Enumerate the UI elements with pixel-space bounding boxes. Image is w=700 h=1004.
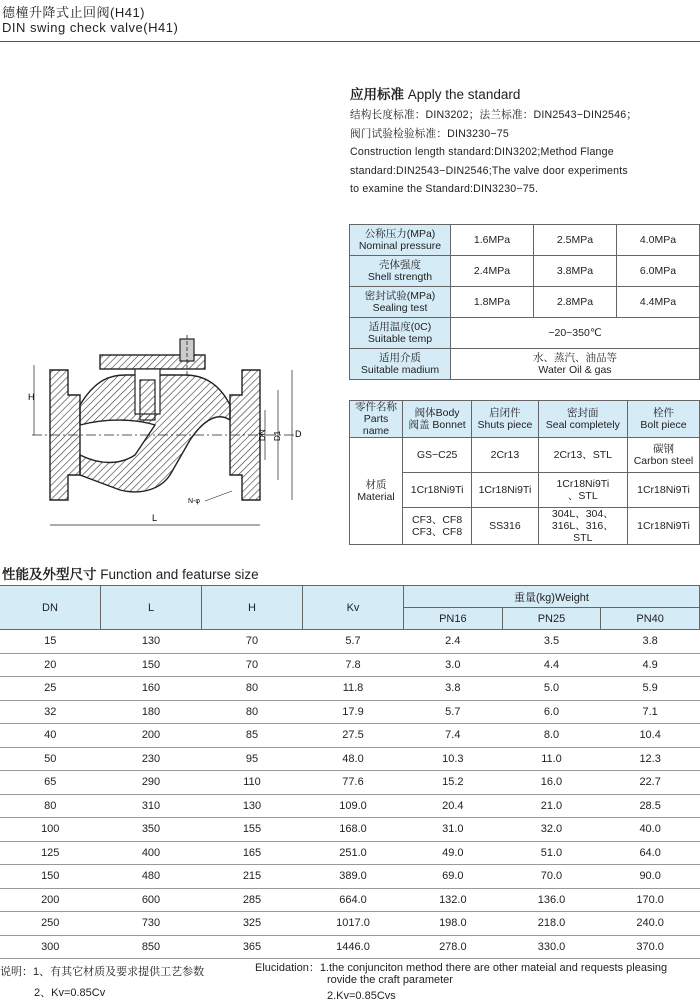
table-cell: 200	[0, 888, 101, 912]
spec-cell: 1.8MPa	[451, 287, 534, 318]
table-cell: 4.9	[601, 653, 700, 677]
table-cell: 95	[202, 747, 303, 771]
dimension-table	[0, 585, 700, 959]
table-cell: 15	[0, 630, 101, 654]
spec-label-en: Nominal pressure	[358, 240, 442, 252]
valve-section-drawing	[20, 325, 310, 540]
spec-cell: 6.0MPa	[617, 256, 700, 287]
spec-cell: 4.4MPa	[617, 287, 700, 318]
table-row	[0, 818, 700, 842]
material-cell: 1Cr18Ni9Ti	[472, 473, 538, 508]
spec-label-cn: 适用介质	[379, 352, 421, 364]
table-cell: 5.9	[601, 677, 700, 701]
table-row	[0, 935, 700, 959]
table-cell: 1017.0	[303, 912, 404, 936]
table-cell: 40.0	[601, 818, 700, 842]
table-cell: 600	[101, 888, 202, 912]
table-cell: 11.8	[303, 677, 404, 701]
table-row	[0, 865, 700, 889]
page-title-en: DIN swing check valve(H41)	[2, 20, 179, 35]
table-row	[0, 794, 700, 818]
table-cell: 300	[0, 935, 101, 959]
standard-title-cn: 应用标准	[350, 87, 404, 102]
material-cell: CF3、CF8 CF3、CF8	[403, 508, 472, 545]
col-pn25: PN25	[502, 608, 601, 630]
col-dn: DN	[0, 586, 101, 630]
spec-label-en: Shell strength	[367, 271, 433, 283]
table-row	[0, 724, 700, 748]
spec-label-en: Suitable temp	[367, 333, 433, 345]
standard-line: Construction length standard:DIN3202;Method Flange	[350, 146, 614, 158]
table-cell: 250	[0, 912, 101, 936]
table-row	[0, 888, 700, 912]
table-cell: 51.0	[502, 841, 601, 865]
spec-label-cn: 公称压力(MPa)	[364, 228, 436, 240]
table-row	[0, 912, 700, 936]
table-cell: 230	[101, 747, 202, 771]
standard-title-en: Apply the standard	[407, 87, 521, 102]
table-cell: 730	[101, 912, 202, 936]
table-cell: 251.0	[303, 841, 404, 865]
col-l: L	[101, 586, 202, 630]
table-cell: 17.9	[303, 700, 404, 724]
spec-row	[350, 256, 700, 287]
valve-disc	[140, 380, 155, 420]
table-cell: 48.0	[303, 747, 404, 771]
table-cell: 370.0	[601, 935, 700, 959]
table-cell: 20	[0, 653, 101, 677]
spec-label-cn: 适用温度(0C)	[368, 321, 432, 333]
table-cell: 85	[202, 724, 303, 748]
page-title-cn: 德橦升降式止回阀(H41)	[2, 5, 146, 20]
material-row	[350, 438, 700, 473]
spec-cell: 4.0MPa	[617, 225, 700, 256]
table-cell: 32.0	[502, 818, 601, 842]
col-h: H	[202, 586, 303, 630]
table-cell: 5.7	[303, 630, 404, 654]
table-cell: 350	[101, 818, 202, 842]
spec-label-en: Sealing test	[372, 302, 428, 314]
dimension-title	[2, 563, 259, 583]
table-cell: 3.8	[601, 630, 700, 654]
spec-cell: 水、蒸汽、油品等	[533, 352, 617, 364]
table-cell: 664.0	[303, 888, 404, 912]
table-cell: 130	[101, 630, 202, 654]
table-cell: 240.0	[601, 912, 700, 936]
note-en-2: rovide the craft parameter	[327, 974, 453, 986]
standard-text	[350, 106, 637, 199]
table-cell: 3.8	[404, 677, 503, 701]
label-d: D	[295, 429, 302, 439]
material-header-en: Seal completely	[545, 419, 620, 431]
table-cell: 16.0	[502, 771, 601, 795]
table-cell: 170.0	[601, 888, 700, 912]
table-row	[0, 630, 700, 654]
table-cell: 15.2	[404, 771, 503, 795]
table-cell: 64.0	[601, 841, 700, 865]
material-header-cn: 启闭件	[489, 407, 521, 419]
table-cell: 200	[101, 724, 202, 748]
notes-cn	[0, 962, 204, 1004]
table-row	[0, 747, 700, 771]
material-cell: 1Cr18Ni9Ti	[403, 473, 472, 508]
table-row	[0, 677, 700, 701]
spec-cell: 2.4MPa	[451, 256, 534, 287]
table-cell: 10.3	[404, 747, 503, 771]
table-cell: 25	[0, 677, 101, 701]
material-cell: 碳钢 Carbon steel	[627, 438, 699, 473]
spec-cell: 1.6MPa	[451, 225, 534, 256]
material-cell: SS316	[472, 508, 538, 545]
table-cell: 50	[0, 747, 101, 771]
material-header-en: 阀盖 Bonnet	[408, 419, 466, 431]
spec-cell: −20~350℃	[451, 318, 700, 349]
spec-cell: Water Oil & gas	[538, 364, 612, 376]
table-row	[0, 841, 700, 865]
label-d1: D1	[273, 430, 282, 441]
note-en-3: 2.Kv=0.85Cvs	[327, 990, 396, 1002]
table-cell: 165	[202, 841, 303, 865]
label-l: L	[152, 513, 158, 523]
material-header-cn: 密封面	[567, 407, 599, 419]
material-row	[350, 473, 700, 508]
table-cell: 70	[202, 653, 303, 677]
label-h: H	[28, 392, 35, 402]
spec-label-en: Suitable madium	[360, 364, 440, 376]
table-cell: 285	[202, 888, 303, 912]
table-cell: 7.4	[404, 724, 503, 748]
table-cell: 20.4	[404, 794, 503, 818]
table-cell: 215	[202, 865, 303, 889]
material-cell: 1Cr18Ni9Ti	[627, 473, 699, 508]
dimension-table-body	[0, 630, 700, 959]
table-cell: 69.0	[404, 865, 503, 889]
table-cell: 1446.0	[303, 935, 404, 959]
table-cell: 150	[0, 865, 101, 889]
note-cn-2: 2、Kv=0.85Cv	[34, 987, 106, 999]
table-cell: 5.0	[502, 677, 601, 701]
label-dn: DN	[258, 429, 267, 441]
table-cell: 109.0	[303, 794, 404, 818]
label-n-phi: N-φ	[188, 498, 200, 505]
table-cell: 480	[101, 865, 202, 889]
table-cell: 3.5	[502, 630, 601, 654]
table-cell: 11.0	[502, 747, 601, 771]
standard-line: standard:DIN2543−DIN2546;The valve door experiments	[350, 164, 628, 177]
table-cell: 77.6	[303, 771, 404, 795]
material-header-row	[350, 401, 700, 438]
table-cell: 365	[202, 935, 303, 959]
spec-cell: 2.8MPa	[534, 287, 617, 318]
table-cell: 10.4	[601, 724, 700, 748]
table-cell: 290	[101, 771, 202, 795]
table-row	[0, 653, 700, 677]
spec-table	[349, 224, 700, 380]
table-cell: 27.5	[303, 724, 404, 748]
table-cell: 80	[202, 677, 303, 701]
table-cell: 21.0	[502, 794, 601, 818]
spec-cell: 3.8MPa	[534, 256, 617, 287]
table-cell: 49.0	[404, 841, 503, 865]
title-divider	[0, 41, 700, 42]
table-cell: 5.7	[404, 700, 503, 724]
table-cell: 278.0	[404, 935, 503, 959]
standard-line: 结构长度标准：DIN3202；法兰标准：DIN2543−DIN2546；	[350, 109, 638, 121]
spec-row	[350, 318, 700, 349]
table-cell: 110	[202, 771, 303, 795]
table-cell: 389.0	[303, 865, 404, 889]
table-cell: 168.0	[303, 818, 404, 842]
table-cell: 7.8	[303, 653, 404, 677]
table-cell: 218.0	[502, 912, 601, 936]
table-cell: 4.4	[502, 653, 601, 677]
table-cell: 310	[101, 794, 202, 818]
table-cell: 400	[101, 841, 202, 865]
spec-cell: 2.5MPa	[534, 225, 617, 256]
table-cell: 90.0	[601, 865, 700, 889]
table-cell: 12.3	[601, 747, 700, 771]
table-cell: 325	[202, 912, 303, 936]
material-cell: 304L、304、 316L、316、 STL	[538, 508, 627, 545]
material-cell: 2Cr13	[472, 438, 538, 473]
notes-en	[255, 962, 667, 1002]
material-header-cn: 零件名称	[355, 401, 397, 413]
table-cell: 22.7	[601, 771, 700, 795]
table-cell: 130	[202, 794, 303, 818]
table-cell: 155	[202, 818, 303, 842]
spec-label-cn: 密封试验(MPa)	[364, 290, 436, 302]
material-header-cn: 阀体Body	[414, 407, 460, 419]
table-cell: 31.0	[404, 818, 503, 842]
table-cell: 80	[0, 794, 101, 818]
col-weight: 重量(kg)Weight	[404, 586, 700, 608]
material-header-en: Shuts piece	[477, 419, 533, 431]
note-en-1: Elucidation：1.the conjunciton method there are other mateial and requests pleasing	[255, 962, 668, 974]
table-cell: 850	[101, 935, 202, 959]
material-cell: 1Cr18Ni9Ti 、STL	[538, 473, 627, 508]
standard-title	[350, 83, 520, 103]
spec-row	[350, 287, 700, 318]
col-kv: Kv	[303, 586, 404, 630]
table-cell: 28.5	[601, 794, 700, 818]
dimension-title-en: Function and featurse size	[100, 567, 259, 582]
table-cell: 198.0	[404, 912, 503, 936]
table-cell: 32	[0, 700, 101, 724]
dimension-title-cn: 性能及外型尺寸	[2, 567, 97, 582]
table-cell: 65	[0, 771, 101, 795]
material-cell: 1Cr18Ni9Ti	[627, 508, 699, 545]
table-cell: 6.0	[502, 700, 601, 724]
material-header-cn: 栓件	[652, 407, 674, 419]
material-cell: GS−C25	[403, 438, 472, 473]
table-cell: 2.4	[404, 630, 503, 654]
material-header-en: Parts name	[362, 413, 390, 437]
table-row	[0, 771, 700, 795]
table-cell: 100	[0, 818, 101, 842]
spec-row	[350, 349, 700, 380]
table-cell: 160	[101, 677, 202, 701]
table-cell: 132.0	[404, 888, 503, 912]
material-label-cn: 材质	[365, 479, 387, 491]
table-cell: 125	[0, 841, 101, 865]
table-cell: 70	[202, 630, 303, 654]
table-cell: 7.1	[601, 700, 700, 724]
table-cell: 330.0	[502, 935, 601, 959]
table-cell: 3.0	[404, 653, 503, 677]
spec-row	[350, 225, 700, 256]
note-cn-1: 说明：1、有其它材质及要求提供工艺参数	[0, 966, 205, 978]
material-row	[350, 508, 700, 545]
table-cell: 8.0	[502, 724, 601, 748]
spec-label-cn: 壳体强度	[379, 259, 421, 271]
material-label-en: Material	[357, 491, 395, 503]
standard-line: 阀门试验检验标准：DIN3230−75	[350, 127, 509, 140]
table-cell: 180	[101, 700, 202, 724]
material-header-en: Bolt piece	[640, 419, 687, 431]
standard-line: to examine the Standard:DIN3230−75.	[350, 183, 539, 195]
table-cell: 150	[101, 653, 202, 677]
col-pn16: PN16	[404, 608, 503, 630]
table-cell: 40	[0, 724, 101, 748]
table-row	[0, 700, 700, 724]
table-cell: 80	[202, 700, 303, 724]
col-pn40: PN40	[601, 608, 700, 630]
material-table	[349, 400, 700, 545]
material-cell: 2Cr13、STL	[538, 438, 627, 473]
table-cell: 136.0	[502, 888, 601, 912]
table-cell: 70.0	[502, 865, 601, 889]
